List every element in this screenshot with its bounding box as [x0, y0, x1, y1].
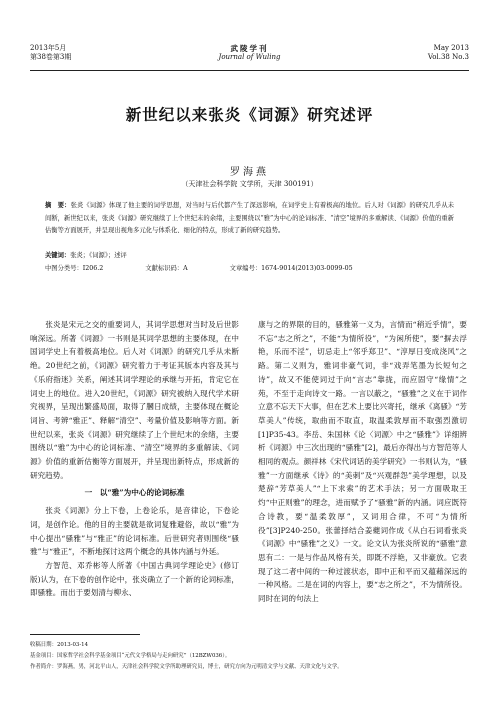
- abstract-label: 摘 要：: [45, 202, 71, 209]
- header-issue-en: [428, 44, 469, 62]
- body-paragraph: 张炎《词源》分上下卷，上卷论乐，是音律论，下卷论词，是创作论。他的目的主要就是欲词复雅避俗，故以“雅”为中心提出“骚雅”与“雅正”的论词标准。后世研究者则围绕“骚雅”与“雅正”，不断地探讨这两个概念的具体内涵与外延。: [30, 506, 239, 557]
- body-column-left: [30, 318, 239, 600]
- received-date: 收稿日期：2013-03-14: [30, 642, 89, 648]
- body-paragraph: 康与之的界限的目的，骚雅第一义为，言情而“稍近乎情”，要不忘“志之所之”，不能“为情所役”，“为闲所使”，要“摒去浮艳，乐而不淫”，切忌走上“邻乎郑卫”、“淳厚日变成浇风”之路。第二义则为，雅词非豪气词，非“戏弄笔墨为长短句之诗”，故又不能使词过于向“言志”靠拢，而应固守“缘情”之苑，不至于走向诗文一路。一言以蔽之，“骚雅”之义在于词作立意不忘天下大事，但在艺术上要比兴寄托，继承《离骚》“芳草美人”传统，取曲而不取直，取温柔敦厚而不取强烈激切[1]P35-43。李岳、朱国林《论〈词源〉中之“骚雅”》详细辨析《词源》中三次出现的“骚雅”[2]，最后亦得出与方智范等人相同的观点。颜祥林《宋代词话的美学研究》一书则认为，“骚雅”一方面继承《诗》的“美刺”及“兴观群怨”美学理想，以及楚辞“芳草美人”“上下求索”的艺术手法；另一方面吸取王灼“中正则雅”的理念，进而赋予了“骚雅”新的内涵。词应既符合诗教，要“温柔敦厚”，又词用合律，不可“为情所役”[3]P240-250。张蕾择结合姜夔词作成《从白石词看张炎《词源》中“骚雅”之义》一文。论文认为张炎所说的“骚雅”意思有二：一是与作品风格有关，即既不浮艳，又非豪放。它表现了这二者中间的一种过渡状态，即中正和平而又蕴藉深远的一种风格。二是在词的内容上，要“志之所之”，不为情所役。同时在词的句法上: [258, 320, 467, 604]
- header-volume: 第38卷第3期: [30, 53, 72, 61]
- keywords-text: 张炎；《词源》；述评: [70, 252, 127, 259]
- clc-number: 中图分类号：I206.2: [45, 265, 104, 272]
- abstract-text: 张炎《词源》体现了他主要的词学思想，对当时与后代都产生了深远影响，在词学史上有着极高的地位。后人对《词源》的研究几乎从未间断，新世纪以来，张炎《词源》研究继续了上个世纪末的余绪，主要围绕以“雅”为中心的论词标准、“清空”境界的多重解读、《词源》价值的重新估衡等方面展开，并呈现出视角多元化与体系化、细化的特点，形成了新的研究趋势。: [45, 202, 455, 234]
- body-paragraph: 方智范、邓乔彬等人所著《中国古典词学理论史》(修订版)认为，在下卷的创作论中，张炎确立了一个新的论词标准，即骚雅。而出于要划清与柳永、: [30, 560, 239, 598]
- footnote-rule: [30, 634, 140, 635]
- article-title: 新世纪以来张炎《词源》研究述评: [125, 105, 374, 124]
- keywords: [45, 250, 454, 259]
- header-rule: [30, 70, 469, 71]
- author-info: 作者简介：罗海燕，男，河北平山人，天津社会科学院文学所助理研究员，博士，研究方向为元明清文学与文献、天津文化与文学。: [30, 664, 343, 670]
- footnotes: [30, 640, 469, 673]
- body-column-right: [258, 318, 467, 606]
- classification-ids: [45, 263, 454, 272]
- header-date-en: May 2013: [433, 44, 469, 52]
- body-paragraph: 张炎是宋元之交的重要词人，其词学思想对当时及后世影响深远。所著《词源》一书则是其词学思想的主要体现，在中国词学史上有着极高地位。后人对《词源》的研究几乎从未断绝。20世纪之前，《词源》研究着力于考证其版本内容及其与《乐府指迷》关系，阐述其词学理论的承继与开拓，肯定它在词史上的地位。进入20世纪，《词源》研究被纳入现代学术研究视界，呈现出繁盛局面，取得了膕日成绩，主要体现在概论词旨、考辨“雅正”、释解“清空”、考量价值及影响等方面。新世纪以来，张炎《词源》研究继续了上个世纪末的余绪，主要围绕以“雅”为中心的论词标准、“清空”境界的多重解读、《词源》价值的重新估衡等方面展开，并呈现出新特点，形成新的研究趋势。: [30, 320, 239, 480]
- header-date: 2013年5月: [30, 44, 67, 52]
- document-code: 文献标识码：A: [145, 265, 188, 272]
- journal-name-cn: 武陵学刊: [230, 44, 269, 53]
- running-header: [30, 44, 469, 70]
- author-name: 罗海燕: [230, 167, 269, 178]
- abstract: [45, 200, 454, 238]
- fund-info: 基金项目：国家哲学社会科学基金项目“元代文学格局与走向研究”（12BZW036）。: [30, 653, 231, 659]
- section-heading: 一 以“雅”为中心的论词标准: [84, 488, 185, 498]
- keywords-label: 关键词：: [45, 252, 71, 259]
- article-number: 文章编号：1674-9014(2013)03-0099-05: [229, 265, 353, 272]
- author-affiliation: （天津社会科学院 文学所，天津 300191）: [181, 180, 318, 188]
- journal-name-en: Journal of Wuling: [218, 53, 281, 61]
- header-journal: [30, 44, 469, 62]
- header-volume-en: Vol.38 No.3: [427, 53, 469, 61]
